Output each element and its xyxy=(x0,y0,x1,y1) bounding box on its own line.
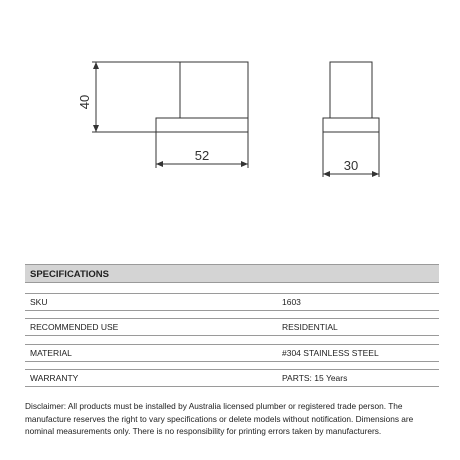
height-dimension-label: 40 xyxy=(77,94,92,110)
spec-row-warranty xyxy=(25,369,439,387)
front-view-back-plate xyxy=(330,62,372,118)
spec-label: RECOMMENDED USE xyxy=(30,322,119,332)
height-arrow-top xyxy=(93,62,99,69)
front-view-arm xyxy=(323,118,379,132)
spec-row-sku xyxy=(25,293,439,311)
width-arrow-left xyxy=(156,161,163,167)
spec-row-material xyxy=(25,344,439,362)
depth-arrow-right xyxy=(372,171,379,177)
spec-value: #304 STAINLESS STEEL xyxy=(282,348,379,358)
side-view-back-plate xyxy=(180,62,248,118)
spec-value: RESIDENTIAL xyxy=(282,322,338,332)
width-dimension-label: 52 xyxy=(194,148,210,163)
depth-dimension-label: 30 xyxy=(343,158,359,173)
side-view-arm xyxy=(156,118,248,132)
spec-row-recommended-use xyxy=(25,318,439,336)
spec-label: SKU xyxy=(30,297,48,307)
spec-value: PARTS: 15 Years xyxy=(282,373,348,383)
specifications-header: SPECIFICATIONS xyxy=(25,264,439,283)
spec-label: MATERIAL xyxy=(30,348,72,358)
disclaimer-text: Disclaimer: All products must be installed by Australia licensed plumber or registered trade person. The manufacture reserves the right to vary specifications or delete models without notification. Dimensions are nominal measurements only. There is no responsibility for printing errors taken by manufacturers. xyxy=(25,401,414,436)
spec-value: 1603 xyxy=(282,297,301,307)
spec-label: WARRANTY xyxy=(30,373,79,383)
height-arrow-bottom xyxy=(93,125,99,132)
depth-arrow-left xyxy=(323,171,330,177)
width-arrow-right xyxy=(241,161,248,167)
